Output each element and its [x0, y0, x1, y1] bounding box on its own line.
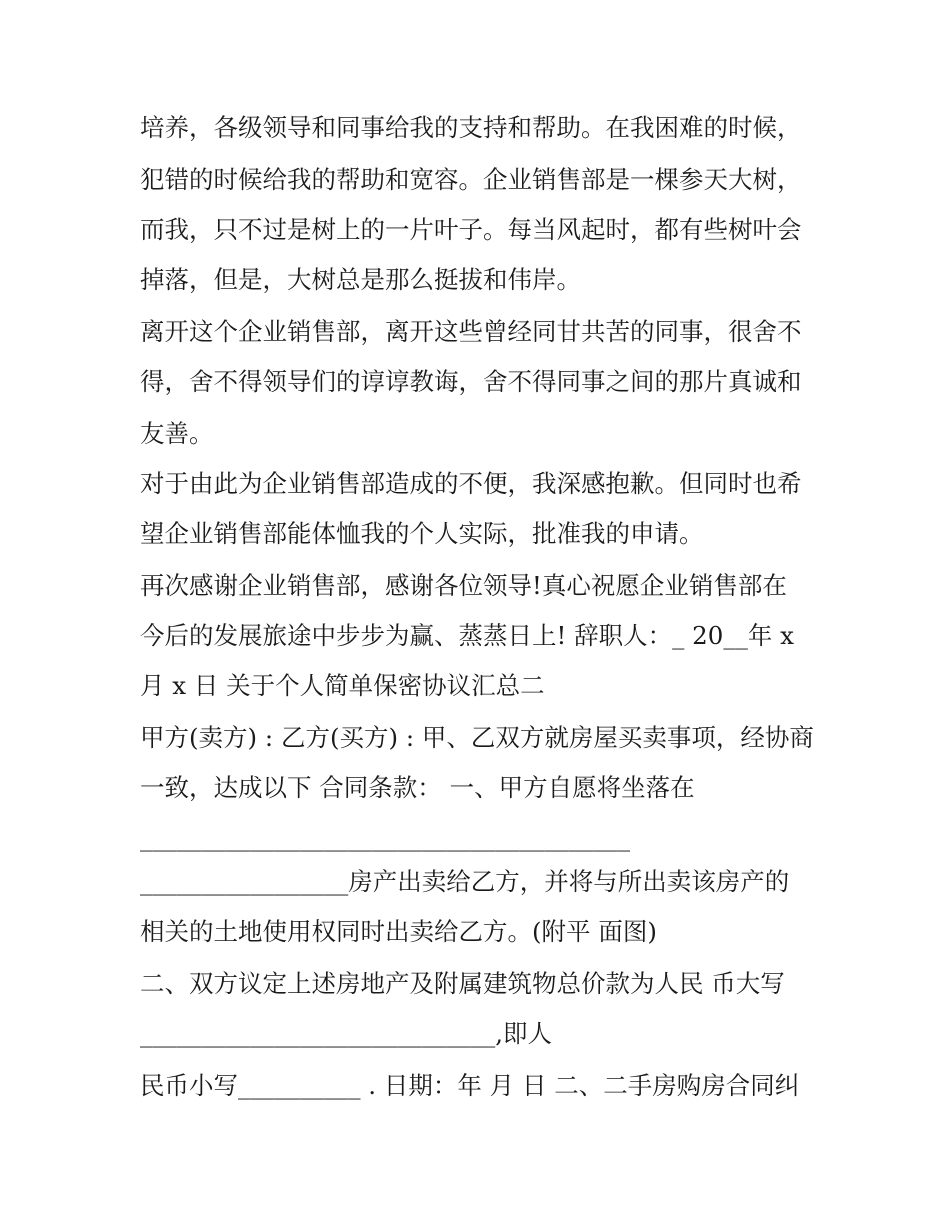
text-line: 相关的土地使用权同时出卖给乙方。(附平 面图): [140, 917, 657, 946]
text-line: 今后的发展旅途中步步为赢、蒸蒸日上! 辞职人：_ 20__年 x: [140, 621, 794, 650]
text-line: 一致，达成以下 合同条款： 一、甲方自愿将坐落在: [140, 773, 695, 802]
text-line: 而我，只不过是树上的一片叶子。每当风起时，都有些树叶会: [140, 215, 802, 244]
text-line: 望企业销售部能体恤我的个人实际，批准我的申请。: [140, 519, 704, 548]
blank-fill-line: ________________________________________: [140, 823, 630, 852]
text-line: 二、双方议定上述房地产及附属建筑物总价款为人民 币大写: [140, 969, 785, 998]
text-line: 培养，各级领导和同事给我的支持和帮助。在我困难的时候，: [140, 113, 802, 142]
text-line: _________________房产出卖给乙方，并将与所出卖该房产的: [140, 867, 790, 896]
text-line: 友善。: [140, 419, 214, 448]
text-line: 甲方(卖方) : 乙方(买方) : 甲、乙双方就房屋买卖事项，经协商: [140, 723, 814, 752]
text-line: _____________________________,即人: [140, 1019, 553, 1048]
text-line: 月 x 日 关于个人简单保密协议汇总二: [140, 671, 545, 700]
text-line: 离开这个企业销售部，离开这些曾经同甘共苦的同事，很舍不: [140, 317, 802, 346]
text-line: 民币小写__________ . 日期：年 月 日 二、二手房购房合同纠: [140, 1071, 800, 1100]
text-line: 犯错的时候给我的帮助和宽容。企业销售部是一棵参天大树，: [140, 165, 802, 194]
text-line: 再次感谢企业销售部，感谢各位领导!真心祝愿企业销售部在: [140, 571, 787, 600]
text-line: 得，舍不得领导们的谆谆教诲，舍不得同事之间的那片真诚和: [140, 367, 802, 396]
text-line: 掉落，但是，大树总是那么挺拔和伟岸。: [140, 265, 581, 294]
text-line: 对于由此为企业销售部造成的不便，我深感抱歉。但同时也希: [140, 469, 802, 498]
